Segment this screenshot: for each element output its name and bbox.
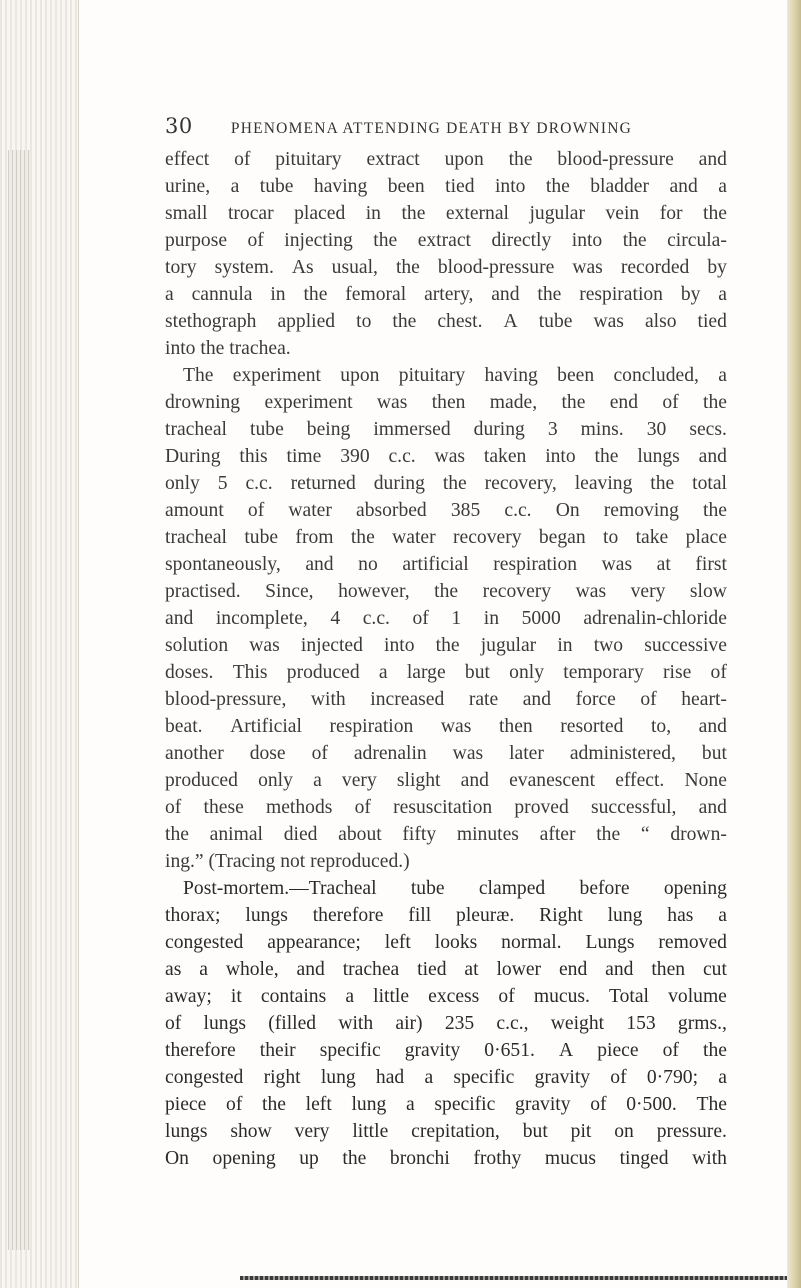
text-line: tracheal tube from the water recovery began to take place (165, 527, 727, 548)
body-text (165, 146, 727, 1172)
text-line: tracheal tube being immersed during 3 mins. 30 secs. (165, 419, 727, 440)
text-line: doses. This produced a large but only temporary rise of (165, 662, 727, 683)
text-line: produced only a very slight and evanescent effect. None (165, 770, 727, 791)
text-line: blood-pressure, with increased rate and force of heart- (165, 689, 727, 710)
text-line: of these methods of resuscitation proved successful, and (165, 797, 727, 818)
text-line: drowning experiment was then made, the end of the (165, 392, 727, 413)
page-edge (787, 0, 801, 1288)
text-line: into the trachea. (165, 338, 291, 359)
page-bottom-edge (240, 1276, 787, 1280)
text-line: beat. Artificial respiration was then resorted to, and (165, 716, 727, 737)
text-line: On opening up the bronchi frothy mucus tinged with (165, 1148, 727, 1169)
text-line: The experiment upon pituitary having been concluded, a (183, 365, 727, 386)
text-line: congested right lung had a specific gravity of 0·790; a (165, 1067, 727, 1088)
text-line: of lungs (filled with air) 235 c.c., weight 153 grms., (165, 1013, 727, 1034)
text-line: solution was injected into the jugular in two successive (165, 635, 727, 656)
page-header (165, 114, 725, 138)
text-line: amount of water absorbed 385 c.c. On removing the (165, 500, 727, 521)
text-line: congested appearance; left looks normal. Lungs removed (165, 932, 727, 953)
text-line: stethograph applied to the chest. A tube was also tied (165, 311, 727, 332)
text-line: purpose of injecting the extract directly into the circula- (165, 230, 727, 251)
running-title: PHENOMENA ATTENDING DEATH BY DROWNING (230, 120, 633, 137)
text-line: another dose of adrenalin was later administered, but (165, 743, 727, 764)
text-line: tory system. As usual, the blood-pressure was recorded by (165, 257, 727, 278)
page-number: 30 (165, 114, 193, 138)
text-line: spontaneously, and no artificial respiration was at first (165, 554, 727, 575)
text-line: and incomplete, 4 c.c. of 1 in 5000 adrenalin-chloride (165, 608, 727, 629)
text-line: piece of the left lung a specific gravity of 0·500. The (165, 1094, 727, 1115)
text-line: the animal died about fifty minutes after the “ drown- (165, 824, 727, 845)
text-line: only 5 c.c. returned during the recovery, leaving the total (165, 473, 727, 494)
text-line: effect of pituitary extract upon the blood-pressure and (165, 149, 727, 170)
text-line: away; it contains a little excess of mucus. Total volume (165, 986, 727, 1007)
text-line: ing.” (Tracing not reproduced.) (165, 851, 410, 872)
text-line: a cannula in the femoral artery, and the respiration by a (165, 284, 727, 305)
text-line: practised. Since, however, the recovery was very slow (165, 581, 727, 602)
text-line: lungs show very little crepitation, but pit on pressure. (165, 1121, 727, 1142)
text-line: Post-mortem.—Tracheal tube clamped before opening (183, 878, 727, 899)
binding-shadow (8, 150, 30, 1250)
text-line: therefore their specific gravity 0·651. A piece of the (165, 1040, 727, 1061)
text-line: urine, a tube having been tied into the bladder and a (165, 176, 727, 197)
text-line: as a whole, and trachea tied at lower end and then cut (165, 959, 727, 980)
text-line: small trocar placed in the external jugular vein for the (165, 203, 727, 224)
text-line: During this time 390 c.c. was taken into the lungs and (165, 446, 727, 467)
text-line: thorax; lungs therefore fill pleuræ. Right lung has a (165, 905, 727, 926)
